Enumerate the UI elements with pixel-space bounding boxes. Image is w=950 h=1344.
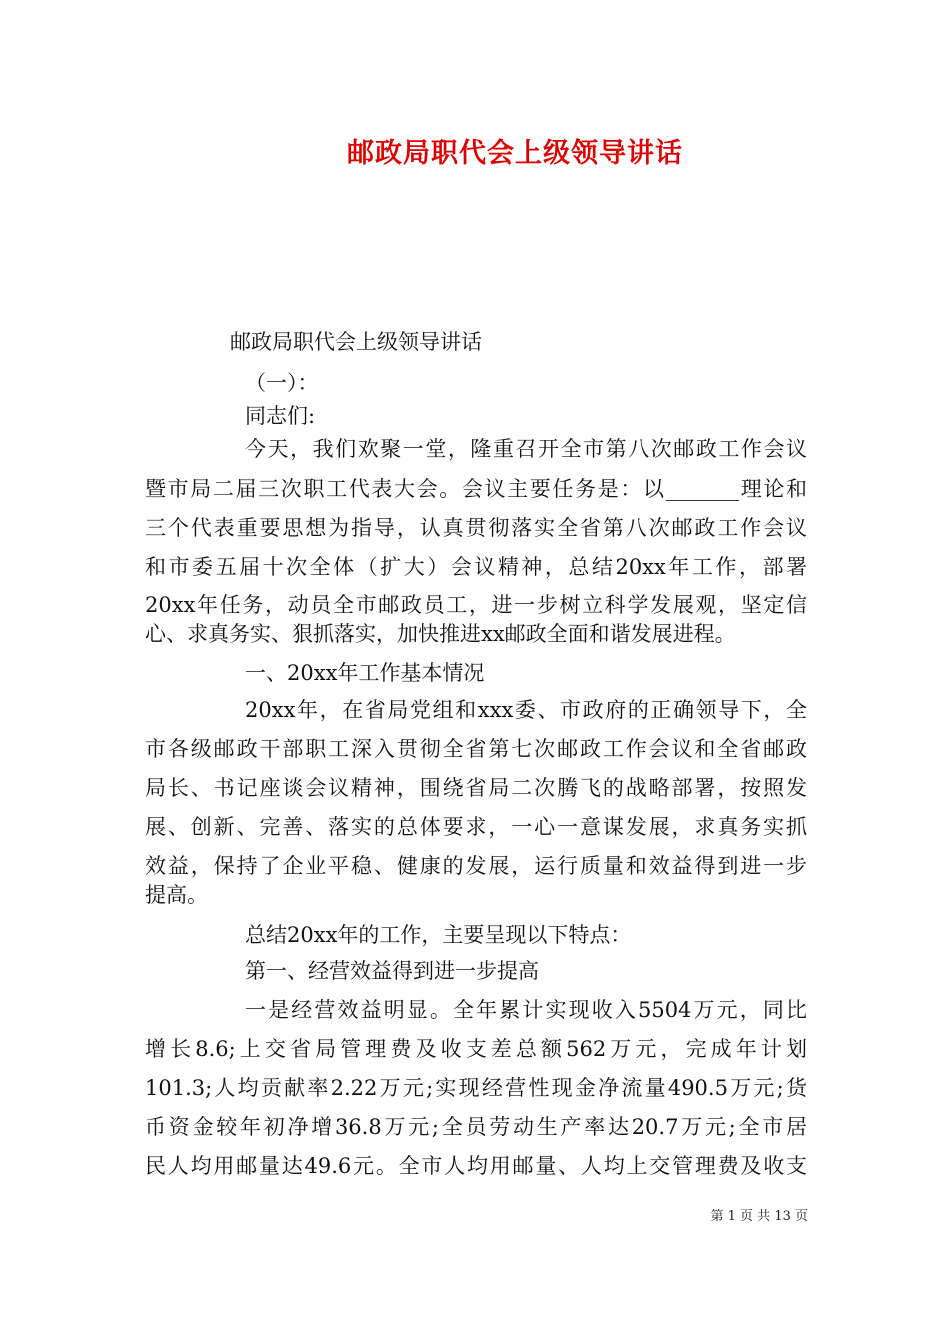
paragraph-line: 今天，我们欢聚一堂，隆重召开全市第八次邮政工作会议 bbox=[245, 437, 807, 461]
paragraph-line: 和市委五届十次全体（扩大）会议精神，总结20xx年工作，部署 bbox=[145, 555, 807, 579]
paragraph-line: 一是经营效益明显。全年累计实现收入5504万元，同比 bbox=[245, 998, 807, 1022]
section-number: （一）： bbox=[245, 371, 319, 395]
paragraph-line: 增长8.6;上交省局管理费及收支差总额562万元，完成年计划 bbox=[145, 1037, 807, 1061]
document-title: 邮政局职代会上级领导讲话 bbox=[347, 138, 683, 169]
page-number-footer: 第 1 页 共 13 页 bbox=[710, 1209, 808, 1224]
paragraph-line: 市各级邮政干部职工深入贯彻全省第七次邮政工作会议和全省邮政 bbox=[145, 737, 807, 761]
paragraph-line: 效益，保持了企业平稳、健康的发展，运行质量和效益得到进一步 bbox=[145, 854, 807, 878]
paragraph-line: 20xx年，在省局党组和xxx委、市政府的正确领导下，全 bbox=[245, 698, 807, 722]
body-heading: 邮政局职代会上级领导讲话 bbox=[230, 330, 482, 354]
paragraph-line: 暨市局二届三次职工代表大会。会议主要任务是：以_______理论和 bbox=[145, 477, 807, 501]
paragraph-line: 提高。 bbox=[145, 883, 208, 907]
paragraph-line: 民人均用邮量达49.6元。全市人均用邮量、人均上交管理费及收支 bbox=[145, 1154, 807, 1178]
paragraph-line: 心、求真务实、狠抓落实，加快推进xx邮政全面和谐发展进程。 bbox=[145, 622, 736, 646]
paragraph-line: 展、创新、完善、落实的总体要求，一心一意谋发展，求真务实抓 bbox=[145, 815, 807, 839]
paragraph-line: 三个代表重要思想为指导，认真贯彻落实全省第八次邮政工作会议 bbox=[145, 516, 807, 540]
salutation: 同志们: bbox=[245, 404, 316, 428]
paragraph-line: 币资金较年初净增36.8万元;全员劳动生产率达20.7万元;全市居 bbox=[145, 1115, 807, 1139]
paragraph-line: 20xx年任务，动员全市邮政员工，进一步树立科学发展观，坚定信 bbox=[145, 593, 807, 617]
subsection-heading: 第一、经营效益得到进一步提高 bbox=[245, 959, 539, 983]
paragraph-line: 局长、书记座谈会议精神，围绕省局二次腾飞的战略部署，按照发 bbox=[145, 776, 807, 800]
section-heading: 一、20xx年工作基本情况 bbox=[245, 661, 485, 685]
summary-line: 总结20xx年的工作，主要呈现以下特点： bbox=[245, 923, 632, 947]
paragraph-line: 101.3;人均贡献率2.22万元;实现经营性现金净流量490.5万元;货 bbox=[145, 1076, 807, 1100]
